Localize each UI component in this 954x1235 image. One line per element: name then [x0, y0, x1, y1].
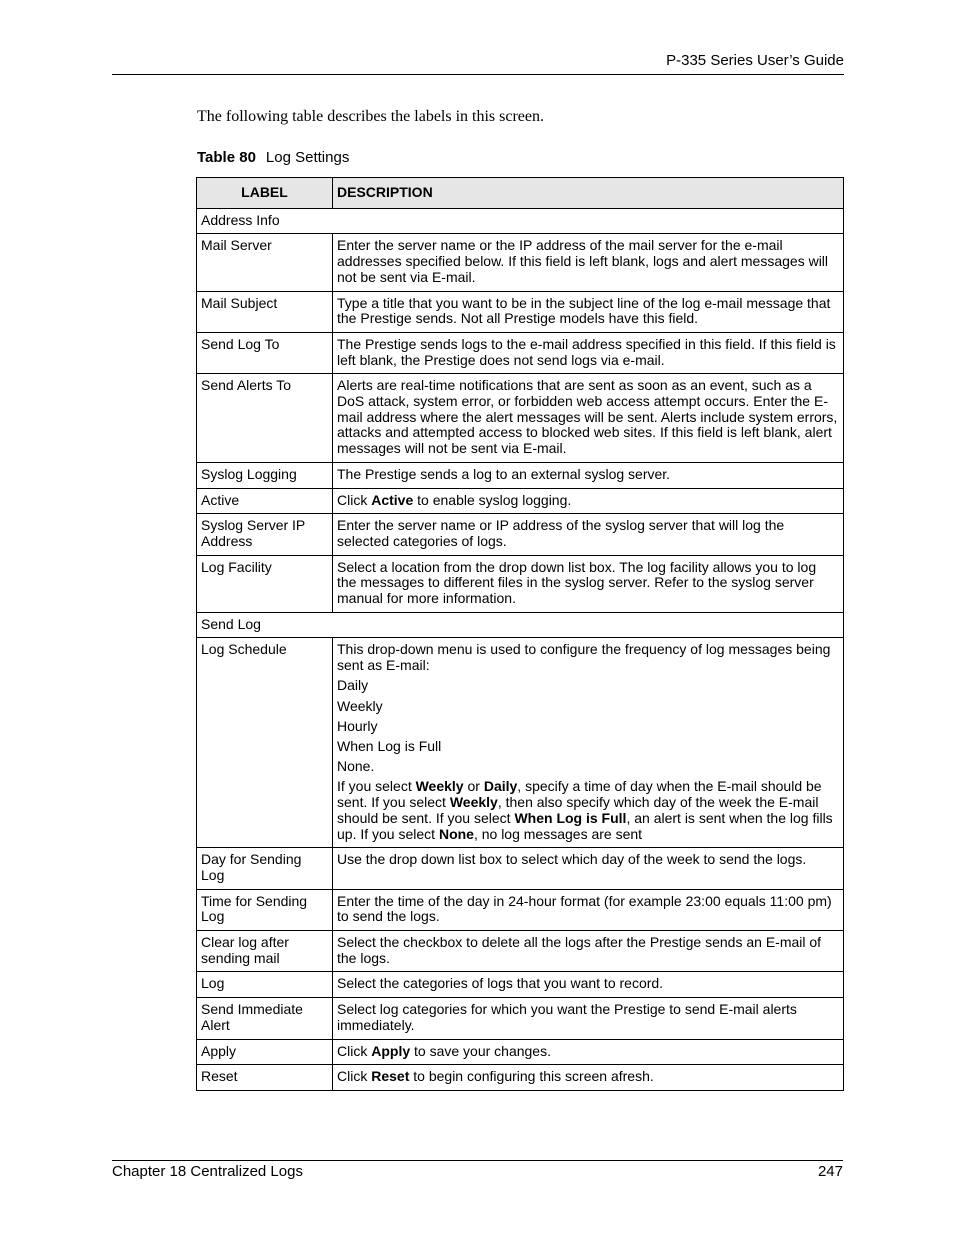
text-run: If you select [337, 778, 416, 795]
row-description [333, 1065, 844, 1091]
section-row [197, 612, 844, 638]
description-paragraph [337, 467, 839, 483]
description-paragraph [337, 699, 839, 715]
text-run: , then also specify which day of the week the E-mail should be sent. If you select [337, 794, 819, 826]
description-paragraph [337, 852, 839, 868]
description-paragraph [337, 378, 839, 457]
text-run: , an alert is sent when the log fills up. If you select [337, 809, 833, 842]
text-run: This drop-down menu is used to configure the frequency of log messages being sent as E-mail: [337, 641, 831, 674]
text-run: When Log is Full [337, 737, 442, 754]
text-run: The Prestige sends logs to the e-mail address specified in this field. If this field is left blank, the Prestige does not send logs via e-mail. [337, 335, 836, 368]
description-paragraph [337, 560, 839, 607]
table-title: Log Settings [265, 149, 350, 166]
bold-term: Daily [483, 778, 518, 795]
section-label: Address Info [197, 208, 844, 234]
table-row [197, 374, 844, 463]
text-run: Alerts are real-time notifications that are sent as soon as an event, such as a DoS attack, system error, or forbidden web access attempt occurs. Enter the E-mail address where the alert messages will be sent. Alerts include system errors, attacks and attempted access to blocked web sites. If this field is left blank, alert messages will not be sent via E-mail. [337, 377, 838, 457]
text-run: Click [337, 1068, 372, 1085]
bold-term: Reset [371, 1068, 410, 1085]
row-description [333, 514, 844, 555]
description-paragraph [337, 642, 839, 673]
table-row [197, 1039, 844, 1065]
text-run: Click [337, 491, 372, 508]
text-run: The Prestige sends a log to an external syslog server. [337, 465, 671, 482]
row-description [333, 972, 844, 998]
bold-term: Weekly [415, 778, 464, 795]
guide-title: P-335 Series User’s Guide [666, 52, 844, 69]
table-header-row [197, 178, 844, 209]
bold-term: Weekly [449, 794, 498, 811]
row-label: Send Alerts To [197, 374, 333, 463]
text-run: , specify a time of day when the E-mail should be sent. If you select [337, 778, 822, 811]
row-description [333, 998, 844, 1039]
row-description [333, 488, 844, 514]
text-run: Enter the server name or the IP address of the mail server for the e-mail addresses specified below. If this field is left blank, logs and alert messages will not be sent via E-mail. [337, 237, 829, 285]
description-column-header: DESCRIPTION [333, 178, 844, 209]
description-paragraph [337, 894, 839, 925]
section-row [197, 208, 844, 234]
text-run: Click [337, 1042, 372, 1059]
row-label: Send Immediate Alert [197, 998, 333, 1039]
table-row [197, 332, 844, 373]
text-run: Daily [337, 677, 369, 694]
row-label: Log [197, 972, 333, 998]
table-row [197, 514, 844, 555]
text-run: to enable syslog logging. [413, 491, 572, 508]
text-run: Select a location from the drop down list box. The log facility allows you to log the messages to different files in the syslog server. Refer to the syslog server manual for more information. [337, 558, 817, 607]
table-body [197, 208, 844, 1090]
row-label: Mail Server [197, 234, 333, 291]
row-description [333, 555, 844, 612]
table-row [197, 1065, 844, 1091]
text-run: Weekly [337, 697, 383, 714]
table-row [197, 931, 844, 972]
chapter-title: Chapter 18 Centralized Logs [112, 1163, 303, 1180]
section-label: Send Log [197, 612, 844, 638]
row-label: Active [197, 488, 333, 514]
row-label: Reset [197, 1065, 333, 1091]
log-settings-table [196, 177, 844, 1091]
text-run: or [463, 778, 484, 795]
description-paragraph [337, 1069, 839, 1085]
text-run: Select the checkbox to delete all the logs after the Prestige sends an E-mail of the logs. [337, 934, 822, 966]
row-label: Apply [197, 1039, 333, 1065]
description-paragraph [337, 518, 839, 549]
row-description [333, 462, 844, 488]
description-paragraph [337, 779, 839, 842]
row-description [333, 638, 844, 848]
description-paragraph [337, 935, 839, 966]
table-row [197, 234, 844, 291]
row-description [333, 889, 844, 930]
text-run: Enter the server name or IP address of the syslog server that will log the selected categories of logs. [337, 517, 785, 549]
text-run: None. [337, 758, 375, 775]
row-description [333, 374, 844, 463]
description-paragraph [337, 976, 839, 992]
description-paragraph [337, 1002, 839, 1033]
row-label: Syslog Logging [197, 462, 333, 488]
text-run: Enter the time of the day in 24-hour format (for example 23:00 equals 11:00 pm) to send the logs. [337, 892, 832, 925]
description-paragraph [337, 719, 839, 735]
table-row [197, 998, 844, 1039]
description-paragraph [337, 759, 839, 775]
page-number: 247 [817, 1163, 843, 1180]
description-paragraph [337, 493, 839, 509]
row-description [333, 931, 844, 972]
table-row [197, 488, 844, 514]
row-label: Clear log after sending mail [197, 931, 333, 972]
intro-text: The following table describes the labels in this screen. [197, 108, 545, 125]
text-run: , no log messages are sent [473, 825, 643, 842]
table-row [197, 638, 844, 848]
text-run: Type a title that you want to be in the subject line of the log e-mail message that the Prestige sends. Not all Prestige models have this field. [337, 294, 831, 327]
bold-term: Apply [371, 1042, 411, 1059]
page-footer [112, 1160, 843, 1183]
row-label: Send Log To [197, 332, 333, 373]
description-paragraph [337, 238, 839, 285]
bold-term: Active [371, 491, 414, 508]
description-paragraph [337, 678, 839, 694]
row-description [333, 332, 844, 373]
text-run: to save your changes. [410, 1042, 551, 1059]
table-row [197, 889, 844, 930]
row-label: Time for Sending Log [197, 889, 333, 930]
row-description [333, 1039, 844, 1065]
table-row [197, 462, 844, 488]
label-column-header: LABEL [197, 178, 333, 209]
row-description [333, 848, 844, 889]
table-caption [197, 148, 349, 168]
bold-term: None [438, 825, 474, 842]
text-run: Select the categories of logs that you want to record. [337, 975, 664, 992]
text-run: Hourly [337, 717, 378, 734]
text-run: to begin configuring this screen afresh. [409, 1068, 654, 1085]
running-header [112, 50, 844, 75]
row-description [333, 234, 844, 291]
row-label: Day for Sending Log [197, 848, 333, 889]
table-row [197, 972, 844, 998]
bold-term: When Log is Full [514, 809, 627, 826]
description-paragraph [337, 739, 839, 755]
row-label: Log Schedule [197, 638, 333, 848]
row-label: Syslog Server IP Address [197, 514, 333, 555]
text-run: Use the drop down list box to select which day of the week to send the logs. [337, 851, 807, 868]
description-paragraph [337, 1044, 839, 1060]
table-row [197, 291, 844, 332]
table-number: Table 80 [197, 149, 256, 166]
text-run: Select log categories for which you want the Prestige to send E-mail alerts immediately. [337, 1001, 797, 1033]
table-row [197, 848, 844, 889]
row-label: Mail Subject [197, 291, 333, 332]
description-paragraph [337, 337, 839, 368]
row-label: Log Facility [197, 555, 333, 612]
table-row [197, 555, 844, 612]
description-paragraph [337, 296, 839, 327]
row-description [333, 291, 844, 332]
